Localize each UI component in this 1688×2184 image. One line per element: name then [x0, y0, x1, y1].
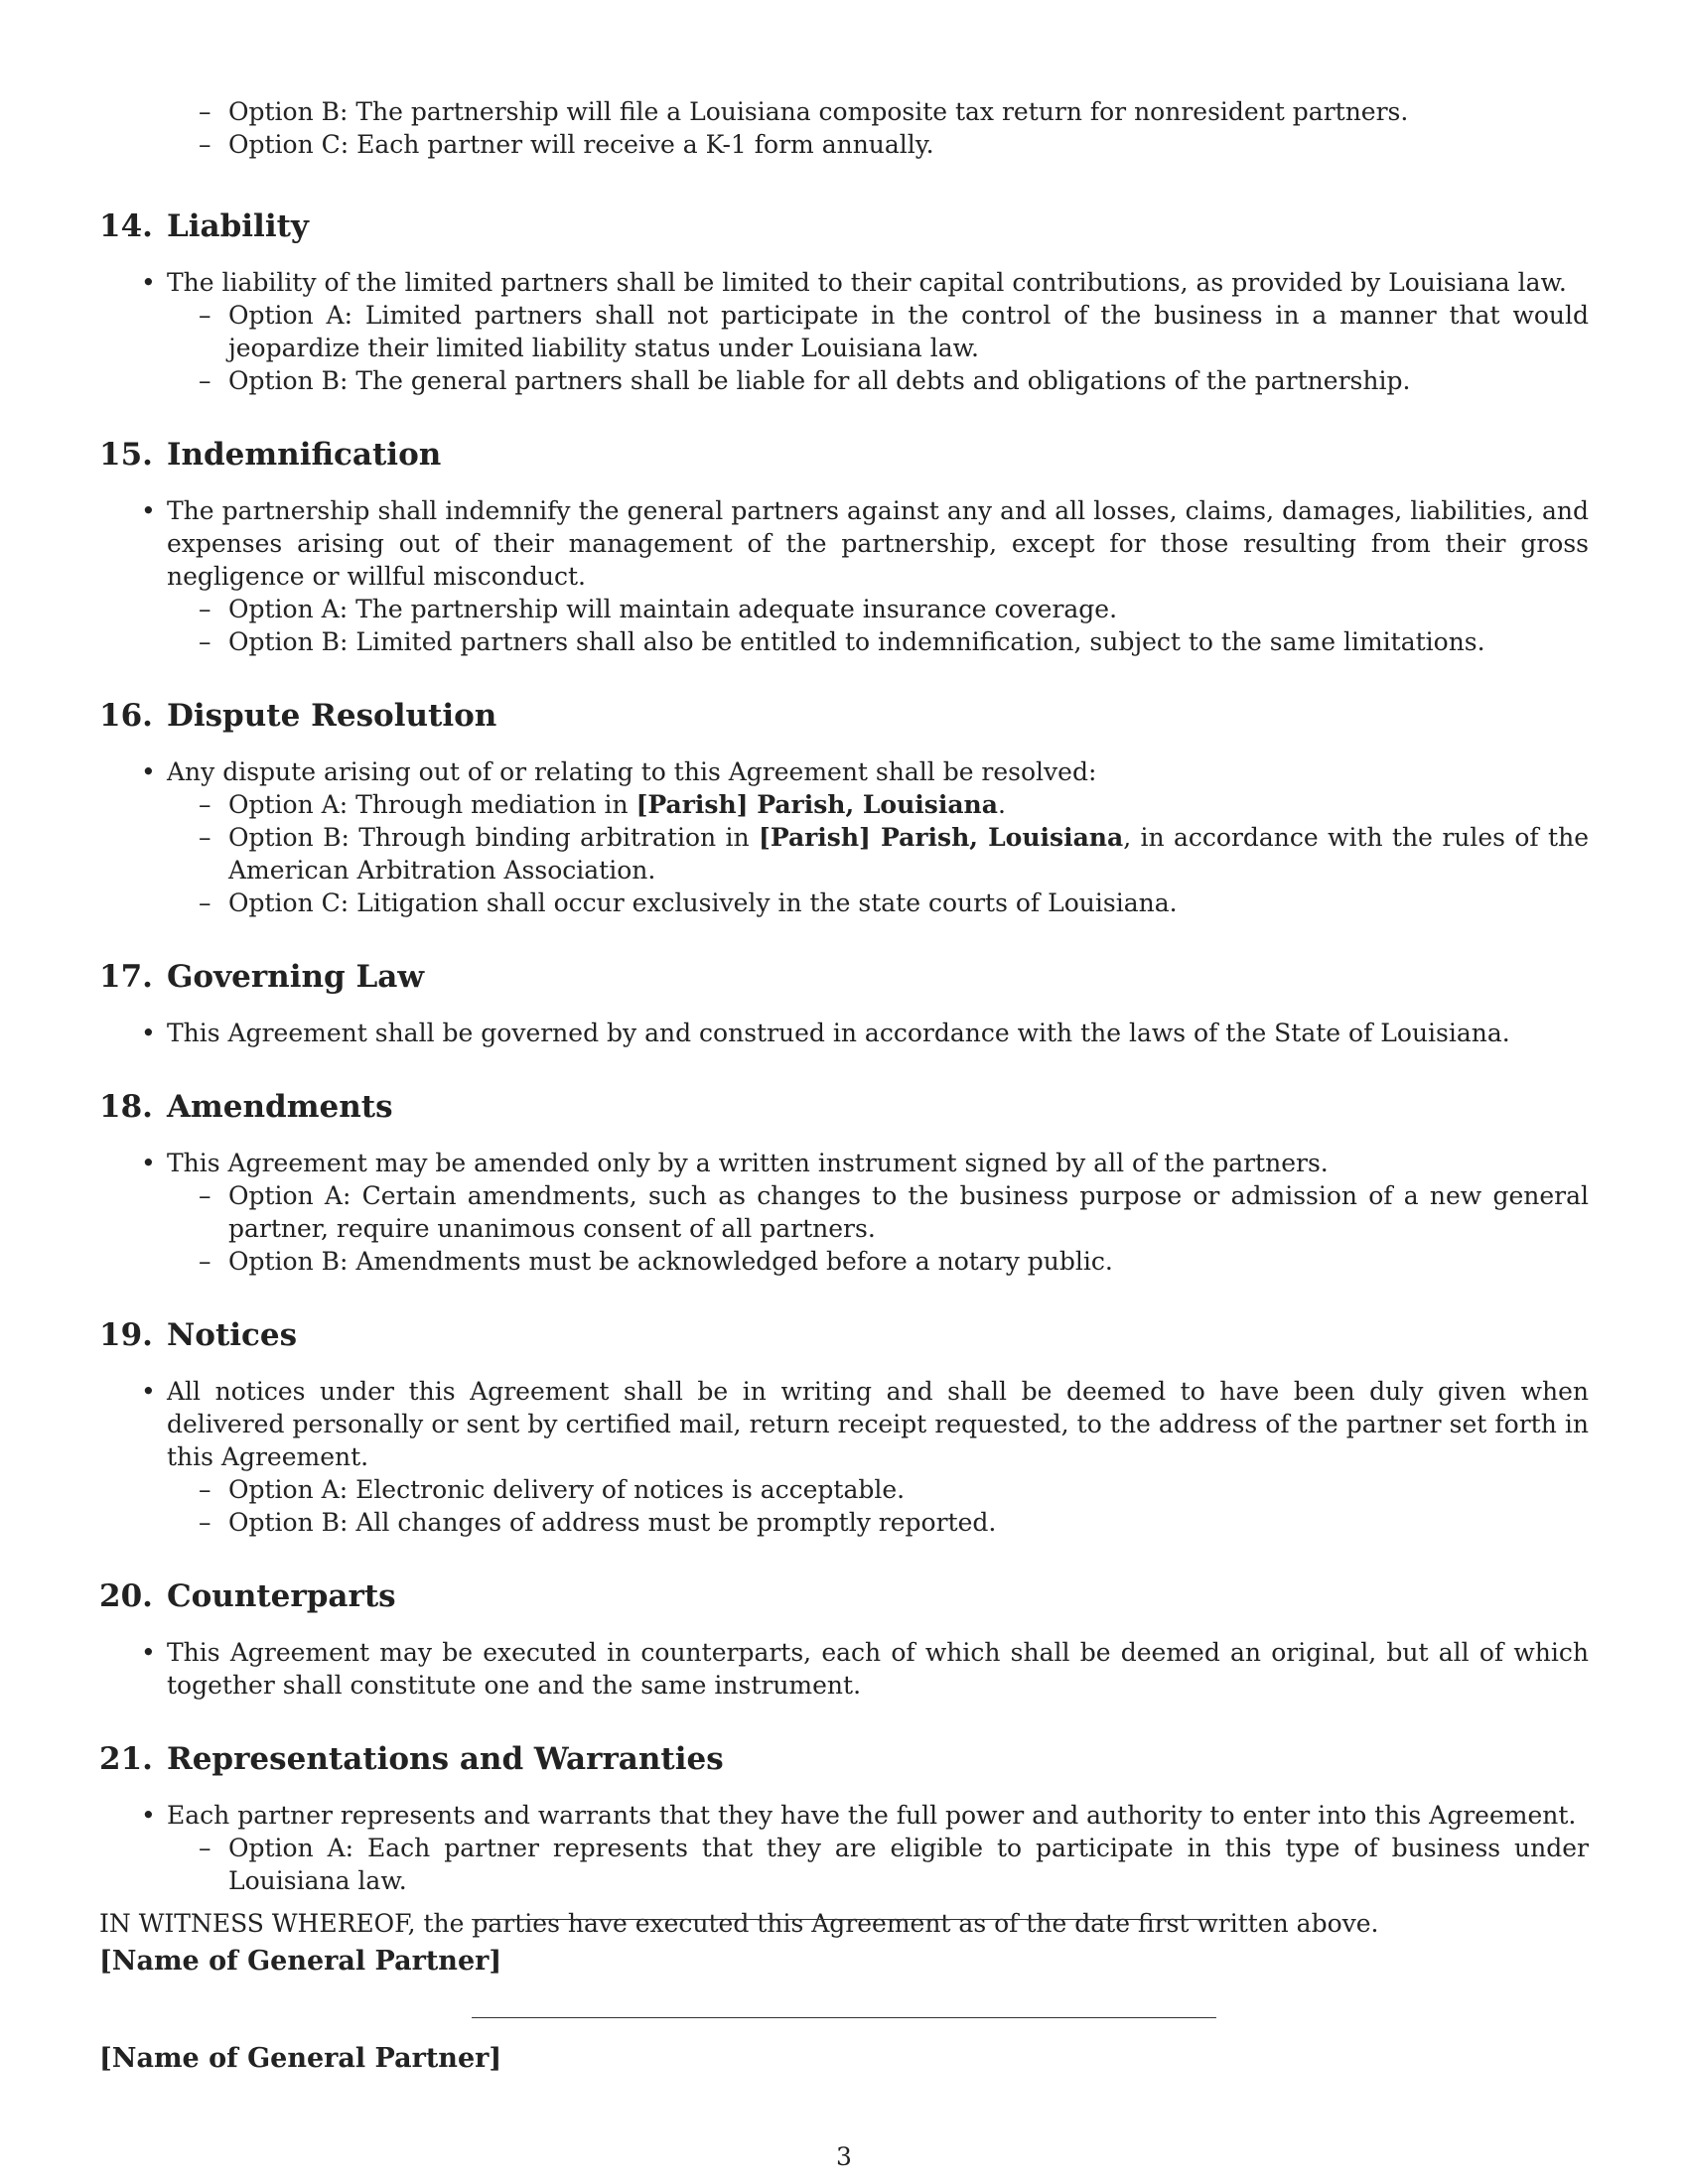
option-list — [167, 1179, 1589, 1278]
section-number: 18. — [99, 1089, 153, 1125]
section-number: 16. — [99, 698, 153, 734]
option-item — [228, 788, 1589, 821]
option-text: Option B: Through binding arbitration in — [228, 823, 759, 852]
option-item: – Option A: The partnership will maintain adequate insurance coverage. — [228, 593, 1589, 625]
document-page — [99, 95, 1589, 1965]
parish-placeholder: [Parish] Parish, Louisiana — [635, 790, 998, 819]
option-text: Option A: Through mediation in — [228, 790, 636, 819]
option-list — [167, 593, 1589, 658]
bullet-item: • This Agreement may be executed in counterparts, each of which shall be deemed an original, but all of which together shall constitute one and the same instrument. — [167, 1636, 1589, 1702]
section-indemnification — [99, 435, 1589, 658]
section-notices — [99, 1315, 1589, 1539]
bullet-list — [99, 1375, 1589, 1539]
bullet-list — [99, 494, 1589, 658]
section-number: 20. — [99, 1578, 153, 1614]
section-title: Representations and Warranties — [166, 1741, 724, 1777]
option-item: – Option A: Electronic delivery of notices is acceptable. — [228, 1473, 1589, 1506]
section-representations — [99, 1739, 1589, 1897]
page-number: 3 — [836, 2142, 852, 2171]
option-item: – Option B: Amendments must be acknowledged before a notary public. — [228, 1245, 1589, 1278]
carryover-options — [99, 95, 1589, 161]
section-heading — [99, 206, 1589, 246]
bullet-text: This Agreement may be amended only by a written instrument signed by all of the partners. — [167, 1149, 1329, 1177]
bullet-list — [99, 1017, 1589, 1049]
section-amendments — [99, 1087, 1589, 1278]
section-title: Liability — [166, 208, 309, 244]
signature-line[interactable] — [472, 2017, 1216, 2018]
bullet-text: The partnership shall indemnify the general partners against any and all losses, claims, damages, liabilities, and expenses arising out of their management of the partnership, except for those resulting from their gross negligence or willful misconduct. — [167, 496, 1589, 591]
section-title: Counterparts — [166, 1578, 396, 1614]
section-dispute-resolution — [99, 696, 1589, 919]
bullet-list — [99, 1147, 1589, 1278]
section-heading — [99, 1315, 1589, 1355]
section-liability — [99, 206, 1589, 397]
section-number: 21. — [99, 1741, 153, 1777]
option-item: – Option B: Limited partners shall also be entitled to indemnification, subject to the same limitations. — [228, 625, 1589, 658]
option-text: , in accordance with the rules of the American Arbitration Association. — [228, 823, 1589, 885]
list-item: – Option C: Each partner will receive a K-1 form annually. — [228, 128, 1589, 161]
bullet-list — [99, 1636, 1589, 1702]
section-number: 17. — [99, 959, 153, 995]
bullet-text: All notices under this Agreement shall be in writing and shall be deemed to have been duly given when delivered personally or sent by certified mail, return receipt requested, to the address of the partner set forth in this Agreement. — [167, 1377, 1589, 1471]
bullet-text: The liability of the limited partners shall be limited to their capital contributions, as provided by Louisiana law. — [167, 268, 1567, 297]
section-heading — [99, 957, 1589, 997]
option-item — [228, 821, 1589, 887]
section-title: Governing Law — [166, 959, 425, 995]
witness-clause: IN WITNESS WHEREOF, the parties have executed this Agreement as of the date first written above. — [99, 1909, 1379, 1938]
bullet-item — [167, 1375, 1589, 1539]
option-list — [167, 299, 1589, 397]
signatory-name: [Name of General Partner] — [99, 1946, 502, 1977]
bullet-text: Any dispute arising out of or relating to this Agreement shall be resolved: — [167, 757, 1097, 786]
section-title: Amendments — [166, 1089, 393, 1125]
option-item: – Option B: All changes of address must be promptly reported. — [228, 1506, 1589, 1539]
option-list — [167, 788, 1589, 919]
bullet-item — [167, 494, 1589, 658]
option-item: – Option C: Litigation shall occur exclusively in the state courts of Louisiana. — [228, 887, 1589, 919]
section-heading — [99, 1739, 1589, 1779]
section-title: Indemnification — [166, 437, 442, 473]
section-heading — [99, 1576, 1589, 1616]
bullet-list — [99, 755, 1589, 919]
bullet-item — [167, 266, 1589, 397]
option-list — [167, 1832, 1589, 1897]
bullet-item — [167, 1147, 1589, 1278]
section-number: 19. — [99, 1317, 153, 1353]
signatory-name: [Name of General Partner] — [99, 2043, 502, 2074]
bullet-list — [99, 266, 1589, 397]
option-list — [167, 1473, 1589, 1539]
parish-placeholder: [Parish] Parish, Louisiana — [758, 823, 1124, 852]
section-governing-law — [99, 957, 1589, 1049]
section-number: 15. — [99, 437, 153, 473]
section-heading — [99, 696, 1589, 736]
bullet-item — [167, 1799, 1589, 1897]
section-heading — [99, 435, 1589, 475]
option-item: – Option B: The general partners shall be liable for all debts and obligations of the partnership. — [228, 364, 1589, 397]
bullet-item: • This Agreement shall be governed by and construed in accordance with the laws of the State of Louisiana. — [167, 1017, 1589, 1049]
option-item: – Option A: Certain amendments, such as changes to the business purpose or admission of a new general partner, require unanimous consent of all partners. — [228, 1179, 1589, 1245]
bullet-text: Each partner represents and warrants that they have the full power and authority to enter into this Agreement. — [167, 1801, 1577, 1830]
bullet-item — [167, 755, 1589, 919]
section-number: 14. — [99, 208, 153, 244]
option-item: – Option A: Each partner represents that they are eligible to participate in this type of business under Louisiana law. — [228, 1832, 1589, 1897]
signature-line[interactable] — [472, 1919, 1216, 1920]
section-heading — [99, 1087, 1589, 1127]
section-title: Dispute Resolution — [166, 698, 497, 734]
option-item: – Option A: Limited partners shall not participate in the control of the business in a manner that would jeopardize their limited liability status under Louisiana law. — [228, 299, 1589, 364]
section-title: Notices — [166, 1317, 298, 1353]
section-counterparts — [99, 1576, 1589, 1702]
bullet-list — [99, 1799, 1589, 1897]
list-item: – Option B: The partnership will file a Louisiana composite tax return for nonresident partners. — [228, 95, 1589, 128]
option-text: . — [997, 790, 1006, 819]
